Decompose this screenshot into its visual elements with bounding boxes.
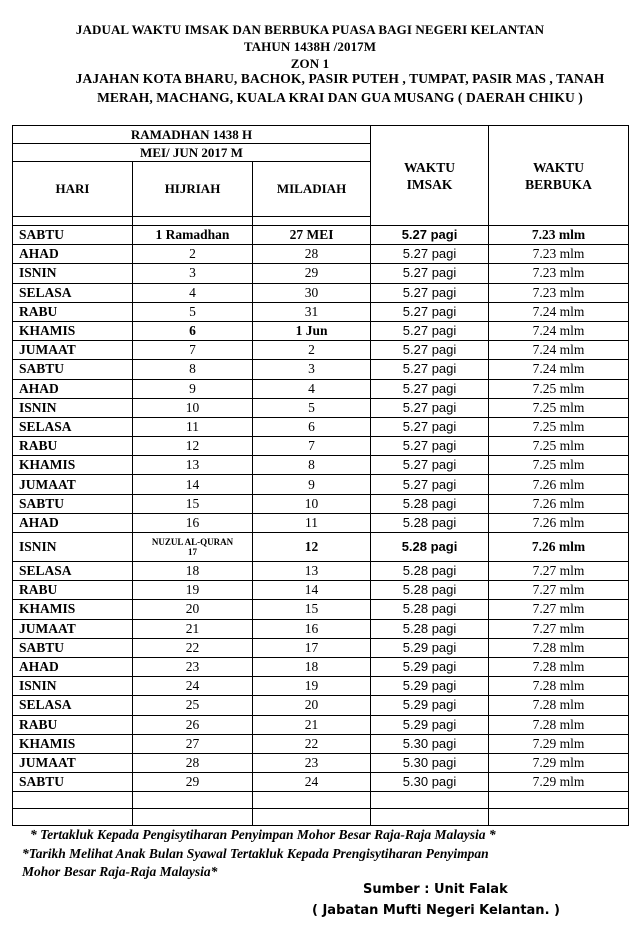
cell-berbuka: 7.28 mlm bbox=[489, 696, 629, 715]
cell-imsak: 5.27 pagi bbox=[371, 360, 489, 379]
cell-miladi: 2 bbox=[253, 341, 371, 360]
cell-imsak: 5.28 pagi bbox=[371, 494, 489, 513]
cell-berbuka: 7.26 mlm bbox=[489, 513, 629, 532]
cell-miladi: 3 bbox=[253, 360, 371, 379]
timetable bbox=[12, 125, 629, 826]
cell-imsak: 5.27 pagi bbox=[371, 398, 489, 417]
table-row bbox=[13, 600, 629, 619]
cell-day: SELASA bbox=[13, 562, 133, 581]
cell-imsak: 5.28 pagi bbox=[371, 533, 489, 562]
cell-miladi: 14 bbox=[253, 581, 371, 600]
cell-hijri: 19 bbox=[133, 581, 253, 600]
cell-hijri: 18 bbox=[133, 562, 253, 581]
cell-day: JUMAAT bbox=[13, 341, 133, 360]
cell-miladi: 10 bbox=[253, 494, 371, 513]
cell-miladi: 20 bbox=[253, 696, 371, 715]
cell-berbuka: 7.24 mlm bbox=[489, 341, 629, 360]
cell-miladi: 31 bbox=[253, 302, 371, 321]
cell-imsak: 5.27 pagi bbox=[371, 475, 489, 494]
table-row bbox=[13, 696, 629, 715]
cell-day: AHAD bbox=[13, 379, 133, 398]
table-row bbox=[13, 456, 629, 475]
header-month-gregorian: MEI/ JUN 2017 M bbox=[13, 144, 371, 162]
cell-berbuka: 7.25 mlm bbox=[489, 417, 629, 436]
cell-miladi: 19 bbox=[253, 677, 371, 696]
cell-imsak: 5.27 pagi bbox=[371, 456, 489, 475]
cell-day: ISNIN bbox=[13, 398, 133, 417]
cell-hijri-value: 17 bbox=[188, 547, 197, 557]
footnote-3: Mohor Besar Raja-Raja Malaysia* bbox=[22, 864, 218, 879]
table-row bbox=[13, 513, 629, 532]
header-hijriah: HIJRIAH bbox=[133, 162, 253, 217]
cell-berbuka: 7.24 mlm bbox=[489, 302, 629, 321]
cell-imsak: 5.27 pagi bbox=[371, 437, 489, 456]
header-miladiah: MILADIAH bbox=[253, 162, 371, 217]
cell-day: RABU bbox=[13, 437, 133, 456]
title-districts-1: JAJAHAN KOTA BHARU, BACHOK, PASIR PUTEH , TUMPAT, PASIR MAS , TANAH bbox=[75, 71, 605, 86]
table-row bbox=[13, 638, 629, 657]
cell-hijri: 14 bbox=[133, 475, 253, 494]
table-row bbox=[13, 379, 629, 398]
header-berbuka bbox=[489, 126, 629, 226]
cell-day: AHAD bbox=[13, 245, 133, 264]
table-row bbox=[13, 773, 629, 792]
cell-hijri: 28 bbox=[133, 753, 253, 772]
cell-miladi: 5 bbox=[253, 398, 371, 417]
cell-imsak: 5.28 pagi bbox=[371, 581, 489, 600]
cell-miladi: 17 bbox=[253, 638, 371, 657]
cell-imsak: 5.28 pagi bbox=[371, 562, 489, 581]
table-row bbox=[13, 753, 629, 772]
cell-miladi: 4 bbox=[253, 379, 371, 398]
cell-hijri: 1 Ramadhan bbox=[133, 226, 253, 245]
cell-berbuka: 7.24 mlm bbox=[489, 360, 629, 379]
empty-cell bbox=[489, 809, 629, 826]
cell-berbuka: 7.28 mlm bbox=[489, 715, 629, 734]
header-gap-cell bbox=[253, 217, 371, 226]
cell-imsak: 5.27 pagi bbox=[371, 302, 489, 321]
cell-hijri: 10 bbox=[133, 398, 253, 417]
table-row bbox=[13, 398, 629, 417]
cell-berbuka: 7.23 mlm bbox=[489, 245, 629, 264]
header-month-hijri: RAMADHAN 1438 H bbox=[13, 126, 371, 144]
source-department: ( Jabatan Mufti Negeri Kelantan. ) bbox=[312, 903, 560, 918]
cell-miladi: 1 Jun bbox=[253, 321, 371, 340]
cell-hijri: 6 bbox=[133, 321, 253, 340]
cell-hijri: 29 bbox=[133, 773, 253, 792]
cell-imsak: 5.27 pagi bbox=[371, 379, 489, 398]
table-row bbox=[13, 360, 629, 379]
cell-miladi: 16 bbox=[253, 619, 371, 638]
cell-day: SABTU bbox=[13, 494, 133, 513]
cell-hijri: 11 bbox=[133, 417, 253, 436]
cell-berbuka: 7.24 mlm bbox=[489, 321, 629, 340]
cell-day: SABTU bbox=[13, 226, 133, 245]
cell-berbuka: 7.28 mlm bbox=[489, 638, 629, 657]
cell-day: KHAMIS bbox=[13, 600, 133, 619]
table-row bbox=[13, 283, 629, 302]
empty-cell bbox=[13, 792, 133, 809]
cell-imsak: 5.29 pagi bbox=[371, 696, 489, 715]
empty-cell bbox=[253, 792, 371, 809]
cell-berbuka: 7.26 mlm bbox=[489, 475, 629, 494]
cell-imsak: 5.29 pagi bbox=[371, 715, 489, 734]
cell-hijri: 13 bbox=[133, 456, 253, 475]
table-row bbox=[13, 341, 629, 360]
cell-miladi: 8 bbox=[253, 456, 371, 475]
cell-berbuka: 7.27 mlm bbox=[489, 562, 629, 581]
cell-day: KHAMIS bbox=[13, 456, 133, 475]
cell-miladi: 9 bbox=[253, 475, 371, 494]
cell-berbuka: 7.29 mlm bbox=[489, 773, 629, 792]
cell-day: SELASA bbox=[13, 417, 133, 436]
cell-day: JUMAAT bbox=[13, 475, 133, 494]
cell-hijri: 20 bbox=[133, 600, 253, 619]
cell-hijri bbox=[133, 533, 253, 562]
header-imsak-line2: IMSAK bbox=[406, 176, 453, 192]
cell-berbuka: 7.25 mlm bbox=[489, 379, 629, 398]
empty-row bbox=[13, 792, 629, 809]
cell-berbuka: 7.23 mlm bbox=[489, 226, 629, 245]
cell-hijri: 4 bbox=[133, 283, 253, 302]
cell-hijri: 16 bbox=[133, 513, 253, 532]
cell-imsak: 5.27 pagi bbox=[371, 321, 489, 340]
empty-cell bbox=[133, 792, 253, 809]
cell-hijri: 23 bbox=[133, 657, 253, 676]
table-row bbox=[13, 677, 629, 696]
cell-hijri: 26 bbox=[133, 715, 253, 734]
header-imsak bbox=[371, 126, 489, 226]
cell-day: KHAMIS bbox=[13, 321, 133, 340]
cell-hijri: 22 bbox=[133, 638, 253, 657]
cell-berbuka: 7.23 mlm bbox=[489, 283, 629, 302]
cell-day: RABU bbox=[13, 581, 133, 600]
cell-day: RABU bbox=[13, 302, 133, 321]
cell-day: SABTU bbox=[13, 773, 133, 792]
header-hari: HARI bbox=[13, 162, 133, 217]
cell-hijri: 12 bbox=[133, 437, 253, 456]
cell-berbuka: 7.23 mlm bbox=[489, 264, 629, 283]
cell-miladi: 13 bbox=[253, 562, 371, 581]
cell-day: AHAD bbox=[13, 657, 133, 676]
cell-miladi: 23 bbox=[253, 753, 371, 772]
cell-berbuka: 7.26 mlm bbox=[489, 494, 629, 513]
cell-miladi: 28 bbox=[253, 245, 371, 264]
header-gap-cell bbox=[133, 217, 253, 226]
cell-day: SELASA bbox=[13, 696, 133, 715]
cell-hijri: 3 bbox=[133, 264, 253, 283]
cell-miladi: 7 bbox=[253, 437, 371, 456]
table-row bbox=[13, 533, 629, 562]
cell-hijri: 9 bbox=[133, 379, 253, 398]
table-row bbox=[13, 562, 629, 581]
cell-hijri: 2 bbox=[133, 245, 253, 264]
cell-miladi: 6 bbox=[253, 417, 371, 436]
table-row bbox=[13, 264, 629, 283]
footnote-1: * Tertakluk Kepada Pengisytiharan Penyimpan Mohor Besar Raja-Raja Malaysia * bbox=[30, 827, 496, 842]
cell-miladi: 18 bbox=[253, 657, 371, 676]
cell-miladi: 11 bbox=[253, 513, 371, 532]
cell-imsak: 5.30 pagi bbox=[371, 753, 489, 772]
empty-cell bbox=[489, 792, 629, 809]
cell-berbuka: 7.27 mlm bbox=[489, 600, 629, 619]
cell-imsak: 5.27 pagi bbox=[371, 264, 489, 283]
cell-day: RABU bbox=[13, 715, 133, 734]
table-row bbox=[13, 734, 629, 753]
table-row bbox=[13, 619, 629, 638]
cell-miladi: 24 bbox=[253, 773, 371, 792]
title-zone: ZON 1 bbox=[290, 56, 330, 71]
cell-imsak: 5.29 pagi bbox=[371, 638, 489, 657]
table-row bbox=[13, 417, 629, 436]
cell-berbuka: 7.26 mlm bbox=[489, 533, 629, 562]
empty-cell bbox=[133, 809, 253, 826]
cell-hijri: 5 bbox=[133, 302, 253, 321]
header-berbuka-line2: BERBUKA bbox=[525, 176, 592, 192]
cell-imsak: 5.29 pagi bbox=[371, 677, 489, 696]
source-label: Sumber : Unit Falak bbox=[363, 882, 508, 897]
cell-imsak: 5.27 pagi bbox=[371, 245, 489, 264]
cell-hijri: 15 bbox=[133, 494, 253, 513]
cell-imsak: 5.27 pagi bbox=[371, 283, 489, 302]
timetable-body bbox=[13, 226, 629, 826]
cell-imsak: 5.27 pagi bbox=[371, 226, 489, 245]
table-row bbox=[13, 494, 629, 513]
title-districts-2: MERAH, MACHANG, KUALA KRAI DAN GUA MUSANG ( DAERAH CHIKU ) bbox=[97, 90, 583, 105]
cell-hijri: 27 bbox=[133, 734, 253, 753]
cell-miladi: 15 bbox=[253, 600, 371, 619]
footnote-2: *Tarikh Melihat Anak Bulan Syawal Tertakluk Kepada Prengisytiharan Penyimpan bbox=[22, 846, 489, 861]
cell-imsak: 5.30 pagi bbox=[371, 773, 489, 792]
empty-cell bbox=[253, 809, 371, 826]
cell-day: JUMAAT bbox=[13, 619, 133, 638]
table-row bbox=[13, 437, 629, 456]
cell-imsak: 5.30 pagi bbox=[371, 734, 489, 753]
cell-berbuka: 7.25 mlm bbox=[489, 398, 629, 417]
cell-hijri: 21 bbox=[133, 619, 253, 638]
cell-day: KHAMIS bbox=[13, 734, 133, 753]
table-row bbox=[13, 245, 629, 264]
cell-berbuka: 7.27 mlm bbox=[489, 581, 629, 600]
cell-day: JUMAAT bbox=[13, 753, 133, 772]
cell-day: SABTU bbox=[13, 360, 133, 379]
cell-berbuka: 7.28 mlm bbox=[489, 677, 629, 696]
table-row bbox=[13, 657, 629, 676]
empty-cell bbox=[13, 809, 133, 826]
cell-day: ISNIN bbox=[13, 677, 133, 696]
cell-berbuka: 7.28 mlm bbox=[489, 657, 629, 676]
cell-day: ISNIN bbox=[13, 533, 133, 562]
header-berbuka-line1: WAKTU bbox=[533, 159, 585, 175]
cell-hijri: 7 bbox=[133, 341, 253, 360]
cell-berbuka: 7.27 mlm bbox=[489, 619, 629, 638]
cell-imsak: 5.29 pagi bbox=[371, 657, 489, 676]
cell-berbuka: 7.25 mlm bbox=[489, 456, 629, 475]
cell-imsak: 5.27 pagi bbox=[371, 341, 489, 360]
cell-day: AHAD bbox=[13, 513, 133, 532]
nuzul-al-quran-note: NUZUL AL-QURAN bbox=[151, 537, 234, 547]
cell-day: SABTU bbox=[13, 638, 133, 657]
cell-day: ISNIN bbox=[13, 264, 133, 283]
cell-berbuka: 7.29 mlm bbox=[489, 753, 629, 772]
timetable-header bbox=[13, 126, 629, 226]
cell-miladi: 22 bbox=[253, 734, 371, 753]
cell-miladi: 27 MEI bbox=[253, 226, 371, 245]
cell-miladi: 21 bbox=[253, 715, 371, 734]
cell-imsak: 5.28 pagi bbox=[371, 619, 489, 638]
cell-imsak: 5.28 pagi bbox=[371, 513, 489, 532]
table-row bbox=[13, 226, 629, 245]
empty-row bbox=[13, 809, 629, 826]
empty-cell bbox=[371, 809, 489, 826]
table-row bbox=[13, 581, 629, 600]
empty-cell bbox=[371, 792, 489, 809]
cell-berbuka: 7.29 mlm bbox=[489, 734, 629, 753]
table-row bbox=[13, 302, 629, 321]
cell-berbuka: 7.25 mlm bbox=[489, 437, 629, 456]
cell-miladi: 12 bbox=[253, 533, 371, 562]
cell-imsak: 5.28 pagi bbox=[371, 600, 489, 619]
cell-imsak: 5.27 pagi bbox=[371, 417, 489, 436]
title-year: TAHUN 1438H /2017M bbox=[243, 39, 377, 54]
table-row bbox=[13, 715, 629, 734]
table-row bbox=[13, 321, 629, 340]
cell-hijri: 25 bbox=[133, 696, 253, 715]
header-imsak-line1: WAKTU bbox=[404, 159, 456, 175]
cell-miladi: 30 bbox=[253, 283, 371, 302]
cell-hijri: 8 bbox=[133, 360, 253, 379]
header-gap-cell bbox=[13, 217, 133, 226]
title-line-1: JADUAL WAKTU IMSAK DAN BERBUKA PUASA BAGI NEGERI KELANTAN bbox=[75, 22, 545, 37]
table-row bbox=[13, 475, 629, 494]
cell-hijri: 24 bbox=[133, 677, 253, 696]
cell-day: SELASA bbox=[13, 283, 133, 302]
cell-miladi: 29 bbox=[253, 264, 371, 283]
